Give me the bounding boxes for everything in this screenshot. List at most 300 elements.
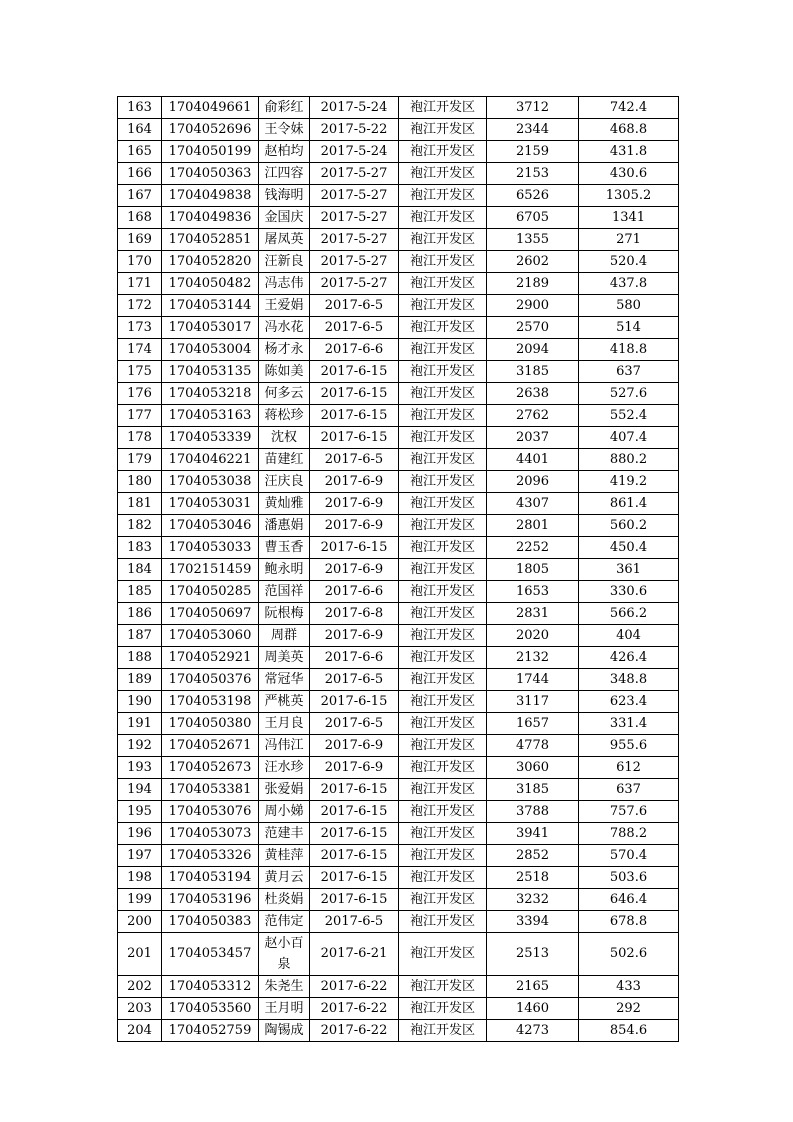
date-cell: 2017-6-5 [310, 713, 399, 735]
name-cell: 严桃英 [259, 691, 310, 713]
row-number-cell: 194 [118, 779, 162, 801]
name-cell: 何多云 [259, 383, 310, 405]
area-cell: 袍江开发区 [399, 295, 487, 317]
amount-cell: 2570 [487, 317, 579, 339]
area-cell: 袍江开发区 [399, 97, 487, 119]
amount-cell: 6705 [487, 207, 579, 229]
amount-cell: 2801 [487, 515, 579, 537]
area-cell: 袍江开发区 [399, 317, 487, 339]
value-cell: 637 [579, 779, 679, 801]
date-cell: 2017-5-27 [310, 207, 399, 229]
name-cell: 王月明 [259, 998, 310, 1020]
date-cell: 2017-6-9 [310, 471, 399, 493]
row-number-cell: 188 [118, 647, 162, 669]
date-cell: 2017-6-5 [310, 449, 399, 471]
area-cell: 袍江开发区 [399, 757, 487, 779]
value-cell: 502.6 [579, 933, 679, 976]
amount-cell: 2344 [487, 119, 579, 141]
table-row [118, 537, 679, 559]
amount-cell: 1653 [487, 581, 579, 603]
area-cell: 袍江开发区 [399, 801, 487, 823]
table-row [118, 295, 679, 317]
amount-cell: 2020 [487, 625, 579, 647]
date-cell: 2017-6-15 [310, 405, 399, 427]
name-cell: 王月良 [259, 713, 310, 735]
value-cell: 407.4 [579, 427, 679, 449]
id-cell: 1704052671 [162, 735, 259, 757]
date-cell: 2017-6-15 [310, 427, 399, 449]
table-row [118, 691, 679, 713]
row-number-cell: 179 [118, 449, 162, 471]
value-cell: 637 [579, 361, 679, 383]
row-number-cell: 201 [118, 933, 162, 976]
amount-cell: 2638 [487, 383, 579, 405]
name-cell: 范建丰 [259, 823, 310, 845]
value-cell: 566.2 [579, 603, 679, 625]
name-cell: 范国祥 [259, 581, 310, 603]
row-number-cell: 168 [118, 207, 162, 229]
table-row [118, 229, 679, 251]
name-cell: 汪庆良 [259, 471, 310, 493]
value-cell: 418.8 [579, 339, 679, 361]
value-cell: 430.6 [579, 163, 679, 185]
amount-cell: 4778 [487, 735, 579, 757]
value-cell: 520.4 [579, 251, 679, 273]
amount-cell: 2831 [487, 603, 579, 625]
amount-cell: 4401 [487, 449, 579, 471]
id-cell: 1704046221 [162, 449, 259, 471]
name-cell: 阮根梅 [259, 603, 310, 625]
value-cell: 450.4 [579, 537, 679, 559]
value-cell: 1341 [579, 207, 679, 229]
id-cell: 1704050363 [162, 163, 259, 185]
name-cell: 黄桂萍 [259, 845, 310, 867]
date-cell: 2017-6-5 [310, 911, 399, 933]
table-row [118, 317, 679, 339]
id-cell: 1704053198 [162, 691, 259, 713]
value-cell: 861.4 [579, 493, 679, 515]
area-cell: 袍江开发区 [399, 383, 487, 405]
amount-cell: 3185 [487, 779, 579, 801]
amount-cell: 2153 [487, 163, 579, 185]
data-table-container [117, 96, 678, 1042]
area-cell: 袍江开发区 [399, 713, 487, 735]
area-cell: 袍江开发区 [399, 207, 487, 229]
area-cell: 袍江开发区 [399, 361, 487, 383]
name-cell: 范伟定 [259, 911, 310, 933]
date-cell: 2017-6-5 [310, 669, 399, 691]
date-cell: 2017-6-9 [310, 735, 399, 757]
name-cell: 陶锡成 [259, 1020, 310, 1042]
amount-cell: 2159 [487, 141, 579, 163]
id-cell: 1704049838 [162, 185, 259, 207]
row-number-cell: 165 [118, 141, 162, 163]
amount-cell: 6526 [487, 185, 579, 207]
table-row [118, 998, 679, 1020]
area-cell: 袍江开发区 [399, 625, 487, 647]
amount-cell: 3941 [487, 823, 579, 845]
name-cell: 王令妹 [259, 119, 310, 141]
name-cell: 苗建红 [259, 449, 310, 471]
date-cell: 2017-6-6 [310, 339, 399, 361]
id-cell: 1704053017 [162, 317, 259, 339]
area-cell: 袍江开发区 [399, 603, 487, 625]
id-cell: 1704050482 [162, 273, 259, 295]
date-cell: 2017-6-15 [310, 383, 399, 405]
id-cell: 1704052696 [162, 119, 259, 141]
date-cell: 2017-5-27 [310, 273, 399, 295]
table-row [118, 911, 679, 933]
area-cell: 袍江开发区 [399, 141, 487, 163]
area-cell: 袍江开发区 [399, 537, 487, 559]
amount-cell: 3185 [487, 361, 579, 383]
area-cell: 袍江开发区 [399, 493, 487, 515]
amount-cell: 1355 [487, 229, 579, 251]
table-row [118, 405, 679, 427]
table-row [118, 647, 679, 669]
row-number-cell: 198 [118, 867, 162, 889]
table-row [118, 185, 679, 207]
date-cell: 2017-5-24 [310, 141, 399, 163]
table-row [118, 361, 679, 383]
value-cell: 419.2 [579, 471, 679, 493]
id-cell: 1704053218 [162, 383, 259, 405]
row-number-cell: 186 [118, 603, 162, 625]
amount-cell: 2037 [487, 427, 579, 449]
amount-cell: 2094 [487, 339, 579, 361]
id-cell: 1704050383 [162, 911, 259, 933]
row-number-cell: 202 [118, 976, 162, 998]
id-cell: 1704053046 [162, 515, 259, 537]
amount-cell: 2252 [487, 537, 579, 559]
date-cell: 2017-5-22 [310, 119, 399, 141]
amount-cell: 3060 [487, 757, 579, 779]
name-cell: 黄灿雅 [259, 493, 310, 515]
name-cell: 赵小百泉 [259, 933, 310, 976]
value-cell: 426.4 [579, 647, 679, 669]
table-row [118, 581, 679, 603]
table-row [118, 163, 679, 185]
date-cell: 2017-6-15 [310, 691, 399, 713]
id-cell: 1704049661 [162, 97, 259, 119]
table-row [118, 273, 679, 295]
table-row [118, 515, 679, 537]
name-cell: 汪水珍 [259, 757, 310, 779]
name-cell: 江四容 [259, 163, 310, 185]
table-row [118, 801, 679, 823]
amount-cell: 3788 [487, 801, 579, 823]
table-row [118, 383, 679, 405]
id-cell: 1704052820 [162, 251, 259, 273]
date-cell: 2017-6-6 [310, 581, 399, 603]
date-cell: 2017-6-8 [310, 603, 399, 625]
id-cell: 1704052851 [162, 229, 259, 251]
id-cell: 1704049836 [162, 207, 259, 229]
name-cell: 黄月云 [259, 867, 310, 889]
id-cell: 1704053033 [162, 537, 259, 559]
id-cell: 1704050285 [162, 581, 259, 603]
value-cell: 757.6 [579, 801, 679, 823]
id-cell: 1704053196 [162, 889, 259, 911]
name-cell: 周美英 [259, 647, 310, 669]
area-cell: 袍江开发区 [399, 427, 487, 449]
name-cell: 王爱娟 [259, 295, 310, 317]
name-cell: 金国庆 [259, 207, 310, 229]
row-number-cell: 183 [118, 537, 162, 559]
id-cell: 1704053381 [162, 779, 259, 801]
table-row [118, 867, 679, 889]
date-cell: 2017-6-5 [310, 317, 399, 339]
date-cell: 2017-6-15 [310, 779, 399, 801]
date-cell: 2017-6-15 [310, 867, 399, 889]
area-cell: 袍江开发区 [399, 229, 487, 251]
id-cell: 1704050376 [162, 669, 259, 691]
name-cell: 潘惠娟 [259, 515, 310, 537]
name-cell: 屠凤英 [259, 229, 310, 251]
row-number-cell: 196 [118, 823, 162, 845]
amount-cell: 2852 [487, 845, 579, 867]
amount-cell: 2132 [487, 647, 579, 669]
amount-cell: 3232 [487, 889, 579, 911]
date-cell: 2017-6-22 [310, 998, 399, 1020]
table-row [118, 757, 679, 779]
row-number-cell: 190 [118, 691, 162, 713]
row-number-cell: 191 [118, 713, 162, 735]
table-row [118, 339, 679, 361]
area-cell: 袍江开发区 [399, 1020, 487, 1042]
row-number-cell: 164 [118, 119, 162, 141]
area-cell: 袍江开发区 [399, 889, 487, 911]
value-cell: 552.4 [579, 405, 679, 427]
date-cell: 2017-6-15 [310, 823, 399, 845]
name-cell: 周小娣 [259, 801, 310, 823]
area-cell: 袍江开发区 [399, 998, 487, 1020]
date-cell: 2017-6-9 [310, 515, 399, 537]
area-cell: 袍江开发区 [399, 823, 487, 845]
amount-cell: 1805 [487, 559, 579, 581]
row-number-cell: 193 [118, 757, 162, 779]
id-cell: 1704053038 [162, 471, 259, 493]
value-cell: 361 [579, 559, 679, 581]
date-cell: 2017-6-15 [310, 889, 399, 911]
row-number-cell: 167 [118, 185, 162, 207]
name-cell: 常冠华 [259, 669, 310, 691]
name-cell: 杨才永 [259, 339, 310, 361]
data-table [117, 96, 679, 1042]
row-number-cell: 181 [118, 493, 162, 515]
amount-cell: 3117 [487, 691, 579, 713]
row-number-cell: 166 [118, 163, 162, 185]
value-cell: 742.4 [579, 97, 679, 119]
id-cell: 1704053031 [162, 493, 259, 515]
amount-cell: 3712 [487, 97, 579, 119]
date-cell: 2017-6-9 [310, 493, 399, 515]
id-cell: 1704053076 [162, 801, 259, 823]
table-row [118, 1020, 679, 1042]
id-cell: 1704052759 [162, 1020, 259, 1042]
table-row [118, 713, 679, 735]
value-cell: 330.6 [579, 581, 679, 603]
table-row [118, 493, 679, 515]
table-row [118, 779, 679, 801]
name-cell: 杜炎娟 [259, 889, 310, 911]
id-cell: 1704053312 [162, 976, 259, 998]
date-cell: 2017-5-27 [310, 163, 399, 185]
id-cell: 1704053339 [162, 427, 259, 449]
amount-cell: 1657 [487, 713, 579, 735]
area-cell: 袍江开发区 [399, 119, 487, 141]
value-cell: 955.6 [579, 735, 679, 757]
row-number-cell: 172 [118, 295, 162, 317]
date-cell: 2017-6-9 [310, 559, 399, 581]
name-cell: 冯伟江 [259, 735, 310, 757]
row-number-cell: 180 [118, 471, 162, 493]
area-cell: 袍江开发区 [399, 449, 487, 471]
table-row [118, 603, 679, 625]
area-cell: 袍江开发区 [399, 163, 487, 185]
table-row [118, 735, 679, 757]
id-cell: 1702151459 [162, 559, 259, 581]
area-cell: 袍江开发区 [399, 691, 487, 713]
value-cell: 437.8 [579, 273, 679, 295]
row-number-cell: 163 [118, 97, 162, 119]
value-cell: 570.4 [579, 845, 679, 867]
amount-cell: 2900 [487, 295, 579, 317]
date-cell: 2017-6-15 [310, 361, 399, 383]
value-cell: 612 [579, 757, 679, 779]
value-cell: 404 [579, 625, 679, 647]
id-cell: 1704052673 [162, 757, 259, 779]
area-cell: 袍江开发区 [399, 273, 487, 295]
value-cell: 560.2 [579, 515, 679, 537]
id-cell: 1704053326 [162, 845, 259, 867]
amount-cell: 3394 [487, 911, 579, 933]
value-cell: 678.8 [579, 911, 679, 933]
date-cell: 2017-6-9 [310, 757, 399, 779]
amount-cell: 4273 [487, 1020, 579, 1042]
row-number-cell: 177 [118, 405, 162, 427]
area-cell: 袍江开发区 [399, 867, 487, 889]
area-cell: 袍江开发区 [399, 933, 487, 976]
date-cell: 2017-5-27 [310, 185, 399, 207]
table-row [118, 207, 679, 229]
row-number-cell: 169 [118, 229, 162, 251]
name-cell: 曹玉香 [259, 537, 310, 559]
area-cell: 袍江开发区 [399, 779, 487, 801]
name-cell: 朱尧生 [259, 976, 310, 998]
value-cell: 580 [579, 295, 679, 317]
id-cell: 1704053073 [162, 823, 259, 845]
id-cell: 1704053457 [162, 933, 259, 976]
row-number-cell: 192 [118, 735, 162, 757]
value-cell: 527.6 [579, 383, 679, 405]
amount-cell: 2518 [487, 867, 579, 889]
id-cell: 1704053194 [162, 867, 259, 889]
amount-cell: 2096 [487, 471, 579, 493]
row-number-cell: 182 [118, 515, 162, 537]
value-cell: 331.4 [579, 713, 679, 735]
row-number-cell: 204 [118, 1020, 162, 1042]
name-cell: 汪新良 [259, 251, 310, 273]
value-cell: 788.2 [579, 823, 679, 845]
row-number-cell: 178 [118, 427, 162, 449]
row-number-cell: 170 [118, 251, 162, 273]
name-cell: 蒋松珍 [259, 405, 310, 427]
date-cell: 2017-6-5 [310, 295, 399, 317]
table-row [118, 669, 679, 691]
area-cell: 袍江开发区 [399, 911, 487, 933]
date-cell: 2017-5-27 [310, 229, 399, 251]
area-cell: 袍江开发区 [399, 647, 487, 669]
amount-cell: 2762 [487, 405, 579, 427]
row-number-cell: 199 [118, 889, 162, 911]
id-cell: 1704050697 [162, 603, 259, 625]
row-number-cell: 174 [118, 339, 162, 361]
date-cell: 2017-6-15 [310, 801, 399, 823]
id-cell: 1704050380 [162, 713, 259, 735]
value-cell: 431.8 [579, 141, 679, 163]
row-number-cell: 175 [118, 361, 162, 383]
name-cell: 沈权 [259, 427, 310, 449]
area-cell: 袍江开发区 [399, 735, 487, 757]
area-cell: 袍江开发区 [399, 845, 487, 867]
area-cell: 袍江开发区 [399, 976, 487, 998]
row-number-cell: 171 [118, 273, 162, 295]
value-cell: 292 [579, 998, 679, 1020]
name-cell: 冯水花 [259, 317, 310, 339]
amount-cell: 1744 [487, 669, 579, 691]
value-cell: 646.4 [579, 889, 679, 911]
name-cell: 俞彩红 [259, 97, 310, 119]
value-cell: 348.8 [579, 669, 679, 691]
date-cell: 2017-6-22 [310, 976, 399, 998]
value-cell: 1305.2 [579, 185, 679, 207]
date-cell: 2017-6-9 [310, 625, 399, 647]
date-cell: 2017-6-15 [310, 845, 399, 867]
area-cell: 袍江开发区 [399, 515, 487, 537]
name-cell: 鲍永明 [259, 559, 310, 581]
name-cell: 张爱娟 [259, 779, 310, 801]
area-cell: 袍江开发区 [399, 559, 487, 581]
area-cell: 袍江开发区 [399, 669, 487, 691]
area-cell: 袍江开发区 [399, 251, 487, 273]
id-cell: 1704053004 [162, 339, 259, 361]
table-row [118, 251, 679, 273]
id-cell: 1704053135 [162, 361, 259, 383]
row-number-cell: 197 [118, 845, 162, 867]
table-row [118, 625, 679, 647]
row-number-cell: 200 [118, 911, 162, 933]
table-row [118, 449, 679, 471]
table-row [118, 97, 679, 119]
amount-cell: 2602 [487, 251, 579, 273]
name-cell: 冯志伟 [259, 273, 310, 295]
area-cell: 袍江开发区 [399, 185, 487, 207]
value-cell: 623.4 [579, 691, 679, 713]
id-cell: 1704053560 [162, 998, 259, 1020]
amount-cell: 2513 [487, 933, 579, 976]
table-body [118, 97, 679, 1042]
table-row [118, 427, 679, 449]
name-cell: 周群 [259, 625, 310, 647]
table-row [118, 559, 679, 581]
table-row [118, 823, 679, 845]
name-cell: 赵柏均 [259, 141, 310, 163]
name-cell: 钱海明 [259, 185, 310, 207]
id-cell: 1704052921 [162, 647, 259, 669]
table-row [118, 471, 679, 493]
table-row [118, 976, 679, 998]
